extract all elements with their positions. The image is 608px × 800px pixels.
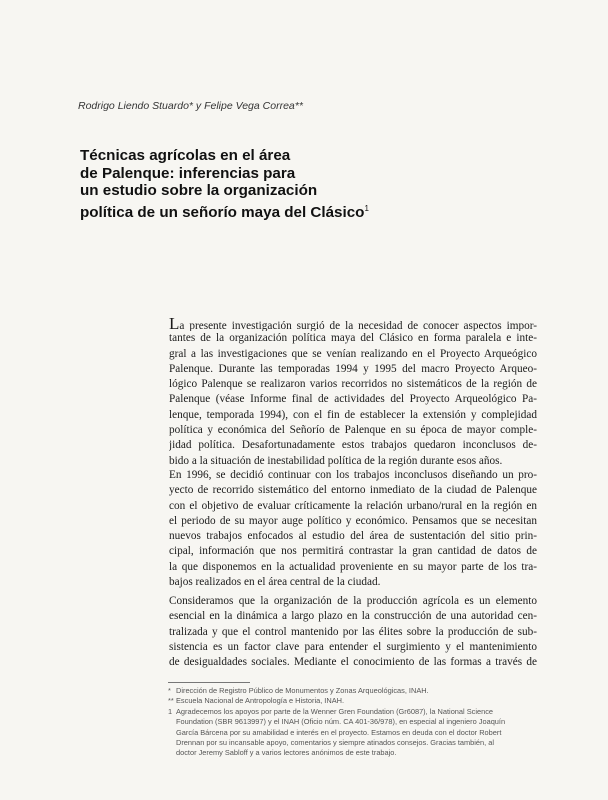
body-line: la que disponemos en la actualidad proveniente en su mayor parte de los tra- — [169, 560, 537, 573]
footnote-text: Foundation (SBR 9613997) y el INAH (Oficio núm. CA 401-36/978), en especial al ingeniero Joaquín — [176, 717, 506, 727]
body-line: el periodo de su mayor auge político y económico. Pensamos que se necesitan — [169, 514, 537, 527]
body-line: sistencia es un factor clave para entender el surgimiento y el mantenimiento — [169, 640, 537, 653]
footnote-mark: 1 — [168, 706, 173, 716]
authors-line: Rodrigo Liendo Stuardo* y Felipe Vega Correa** — [78, 100, 303, 112]
paragraph-3 — [169, 594, 537, 670]
paragraph-2 — [169, 468, 537, 590]
footnote-mark: ** — [168, 696, 174, 706]
body-line: jidad política. Desafortunadamente estos trabajos quedaron inconclusos de- — [169, 439, 537, 452]
body-line: Palenque (véase Informe final de actividades del Proyecto Arqueológico Pa- — [169, 393, 537, 406]
footnote-text: Dirección de Registro Público de Monumentos y Zonas Arqueológicas, INAH. — [176, 686, 429, 695]
footnote — [168, 686, 540, 696]
footnote — [168, 707, 540, 717]
title-line: un estudio sobre la organización — [80, 182, 318, 199]
title-line: Técnicas agrícolas en el área — [80, 147, 291, 164]
drop-cap: L — [169, 316, 180, 332]
footnote-continuation — [168, 717, 540, 727]
footnote-mark: * — [168, 686, 171, 695]
body-line: Palenque. Durante las temporadas 1994 y 1995 del macro Proyecto Arqueo- — [169, 362, 537, 375]
body-line: nuevos trabajos enfocados al estudio del área de sustentación del sitio prin- — [169, 530, 537, 543]
body-line: gral a las investigaciones que se venían realizando en el Proyecto Arqueógico — [169, 347, 537, 360]
paragraph-1 — [169, 316, 537, 469]
body-line: yecto de recorrido sistemático del entorno inmediato de la ciudad de Palenque — [169, 484, 537, 497]
body-line: de desigualdades sociales. Mediante el conocimiento de las formas a través de — [169, 656, 537, 669]
body-line: lógico Palenque se realizaron varios recorridos no sistemáticos de la región de — [169, 378, 537, 391]
body-line: lenque, temporada 1994), con el fin de establecer la extensión y complejidad — [169, 408, 537, 421]
body-line-text: a presente investigación surgió de la necesidad de conocer aspectos impor- — [179, 320, 537, 332]
footnote-text: doctor Jeremy Sabloff y a varios lectores anónimos de este trabajo. — [176, 748, 397, 758]
title-line-text: política de un señorío maya del Clásico — [80, 203, 365, 221]
body-line: bajos realizados en el área central de la ciudad. — [169, 576, 381, 589]
body-line: tralizada y que el control mantenido por las élites sobre la producción de sub- — [169, 625, 537, 638]
body-line: política y económica del Señorío de Palenque en su época de mayor comple- — [169, 424, 537, 437]
title-line-last — [80, 200, 460, 222]
footnotes — [168, 686, 540, 759]
footnote-text: Escuela Nacional de Antropología e Historia, INAH. — [176, 696, 345, 706]
footnote — [168, 696, 540, 706]
body-line: bido a la situación de inestabilidad política de la región durante esos años. — [169, 454, 503, 467]
body-line — [169, 316, 537, 331]
footnote-continuation — [168, 748, 540, 758]
body-line: con el objetivo de evaluar críticamente la relación urbano/rural en la región en — [169, 499, 537, 512]
body-line: cipal, información que nos permitirá contrastar la gran cantidad de datos de — [169, 545, 537, 558]
title-footnote-mark: 1 — [364, 203, 369, 213]
footnote-text: Drennan por su incansable apoyo, comentarios y siempre atinados consejos. Gracias también, al — [176, 738, 494, 748]
footnote-continuation — [168, 728, 540, 738]
article-title — [80, 147, 460, 221]
body-line: esencial en la dinámica a largo plazo en la construcción de una autoridad cen- — [169, 610, 537, 623]
footnote-divider — [168, 682, 250, 683]
footnote-continuation — [168, 738, 540, 748]
body-line: Consideramos que la organización de la producción agrícola es un elemento — [169, 595, 537, 607]
body-line: En 1996, se decidió continuar con los trabajos inconclusos diseñando un pro- — [169, 469, 537, 481]
title-line: de Palenque: inferencias para — [80, 164, 296, 182]
footnote-text: Agradecemos los apoyos por parte de la Wenner Gren Foundation (Gr6087), la National Science — [176, 706, 494, 716]
body-line: tantes de la organización política maya del Clásico en forma paralela e inte- — [169, 332, 537, 345]
footnote-text: García Bárcena por su amabilidad e interés en el proyecto. Estamos en deuda con el doctor Robert — [176, 727, 502, 737]
